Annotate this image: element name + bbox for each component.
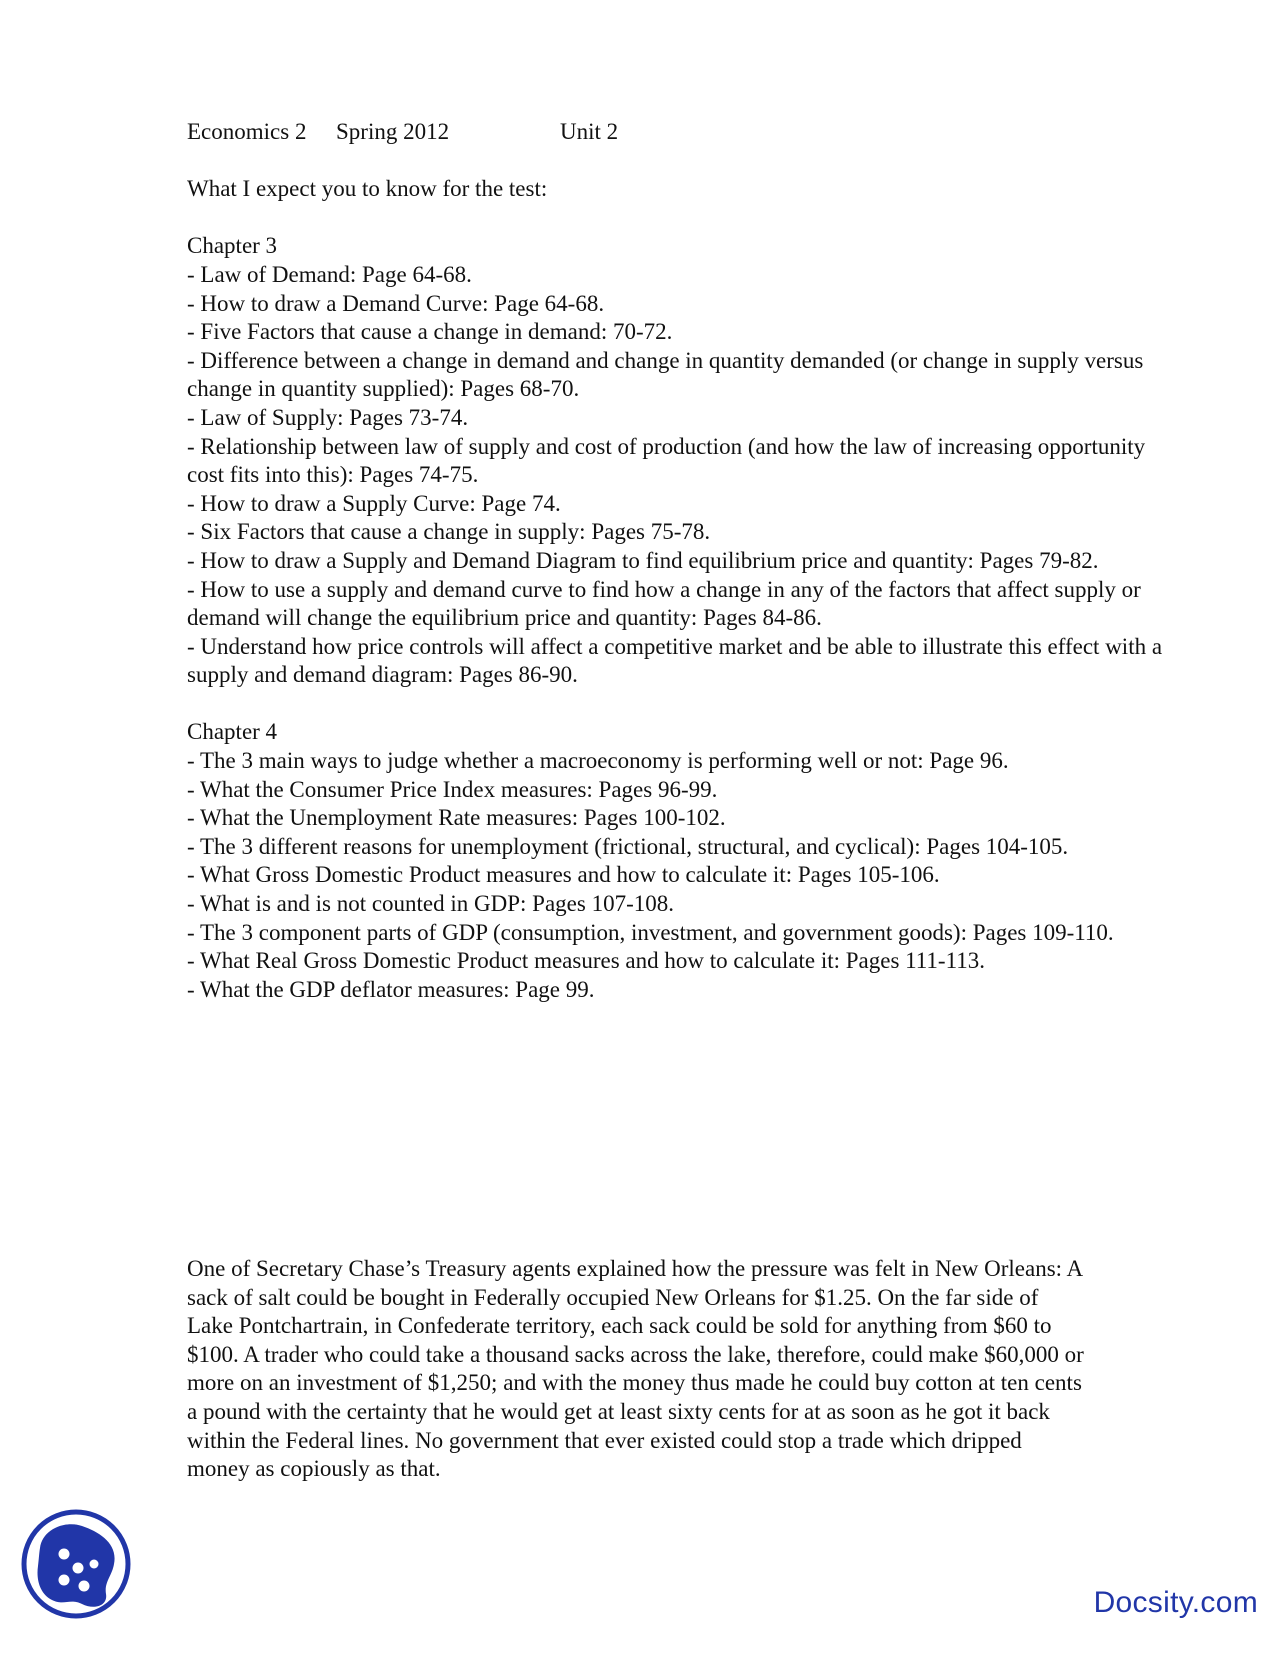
chapter-section [187, 718, 1187, 1004]
list-item: - Relationship between law of supply and cost of production (and how the law of increasing opportunity cost fits into this): Pages 74-75. [187, 433, 1146, 488]
chapter-title: Chapter 4 [187, 719, 278, 745]
list-item: - Five Factors that cause a change in demand: 70-72. [187, 319, 673, 345]
list-item: - What Gross Domestic Product measures and how to calculate it: Pages 105-106. [187, 862, 940, 888]
list-item: - What Real Gross Domestic Product measures and how to calculate it: Pages 111-113. [187, 948, 985, 974]
list-item: - Six Factors that cause a change in supply: Pages 75-78. [187, 519, 711, 545]
list-item: - Law of Supply: Pages 73-74. [187, 404, 469, 430]
docsity-logo-icon[interactable] [20, 1508, 132, 1620]
list-item: - The 3 different reasons for unemployment (frictional, structural, and cyclical): Pages 104-105. [187, 833, 1069, 859]
docsity-brand-link[interactable]: Docsity.com [1093, 1586, 1258, 1619]
list-item: - The 3 component parts of GDP (consumption, investment, and government goods): Pages 109-110. [187, 919, 1114, 945]
intro-line: What I expect you to know for the test: [187, 176, 548, 202]
list-item: - The 3 main ways to judge whether a macroeconomy is performing well or not: Page 96. [187, 748, 1009, 774]
document-header [187, 118, 1187, 147]
list-item: - What the Unemployment Rate measures: Pages 100-102. [187, 805, 726, 831]
list-item: - How to use a supply and demand curve to find how a change in any of the factors that affect supply or demand will change the equilibrium price and quantity: Pages 84-86. [187, 576, 1141, 631]
historical-passage: One of Secretary Chase’s Treasury agents explained how the pressure was felt in New Orleans: A sack of salt could be bought in Federally occupied New Orleans for $1.25. On the far side of Lake Pontchartrain, in Confederate territory, each sack could be sold for anything from $60 to $100. A trader who could take a thousand sacks across the lake, therefore, could make $60,000 or more on an investment of $1,250; and with the money thus made he could buy cotton at ten cents a pound with the certainty that he would get at least sixty cents for at as soon as he got it back within the Federal lines. No government that ever existed could stop a trade which dripped money as copiously as that. [187, 1256, 1084, 1482]
chapter-section [187, 232, 1187, 690]
list-item: - How to draw a Supply and Demand Diagram to find equilibrium price and quantity: Pages 79-82. [187, 547, 1099, 573]
study-guide-text [187, 118, 1187, 1004]
list-item: - What is and is not counted in GDP: Pages 107-108. [187, 891, 674, 917]
list-item: - Difference between a change in demand and change in quantity demanded (or change in supply versus change in quantity supplied): Pages 68-70. [187, 347, 1144, 402]
chapter-title: Chapter 3 [187, 233, 278, 259]
term-label: Spring 2012 [336, 119, 450, 144]
course-name: Economics 2 [187, 119, 307, 144]
list-item: - Understand how price controls will affect a competitive market and be able to illustrate this effect with a supply and demand diagram: Pages 86-90. [187, 633, 1163, 688]
list-item: - What the Consumer Price Index measures: Pages 96-99. [187, 776, 718, 802]
unit-label: Unit 2 [560, 119, 619, 144]
list-item: - How to draw a Supply Curve: Page 74. [187, 490, 561, 516]
list-item: - What the GDP deflator measures: Page 99. [187, 976, 595, 1002]
list-item: - How to draw a Demand Curve: Page 64-68. [187, 290, 605, 316]
list-item: - Law of Demand: Page 64-68. [187, 261, 472, 287]
